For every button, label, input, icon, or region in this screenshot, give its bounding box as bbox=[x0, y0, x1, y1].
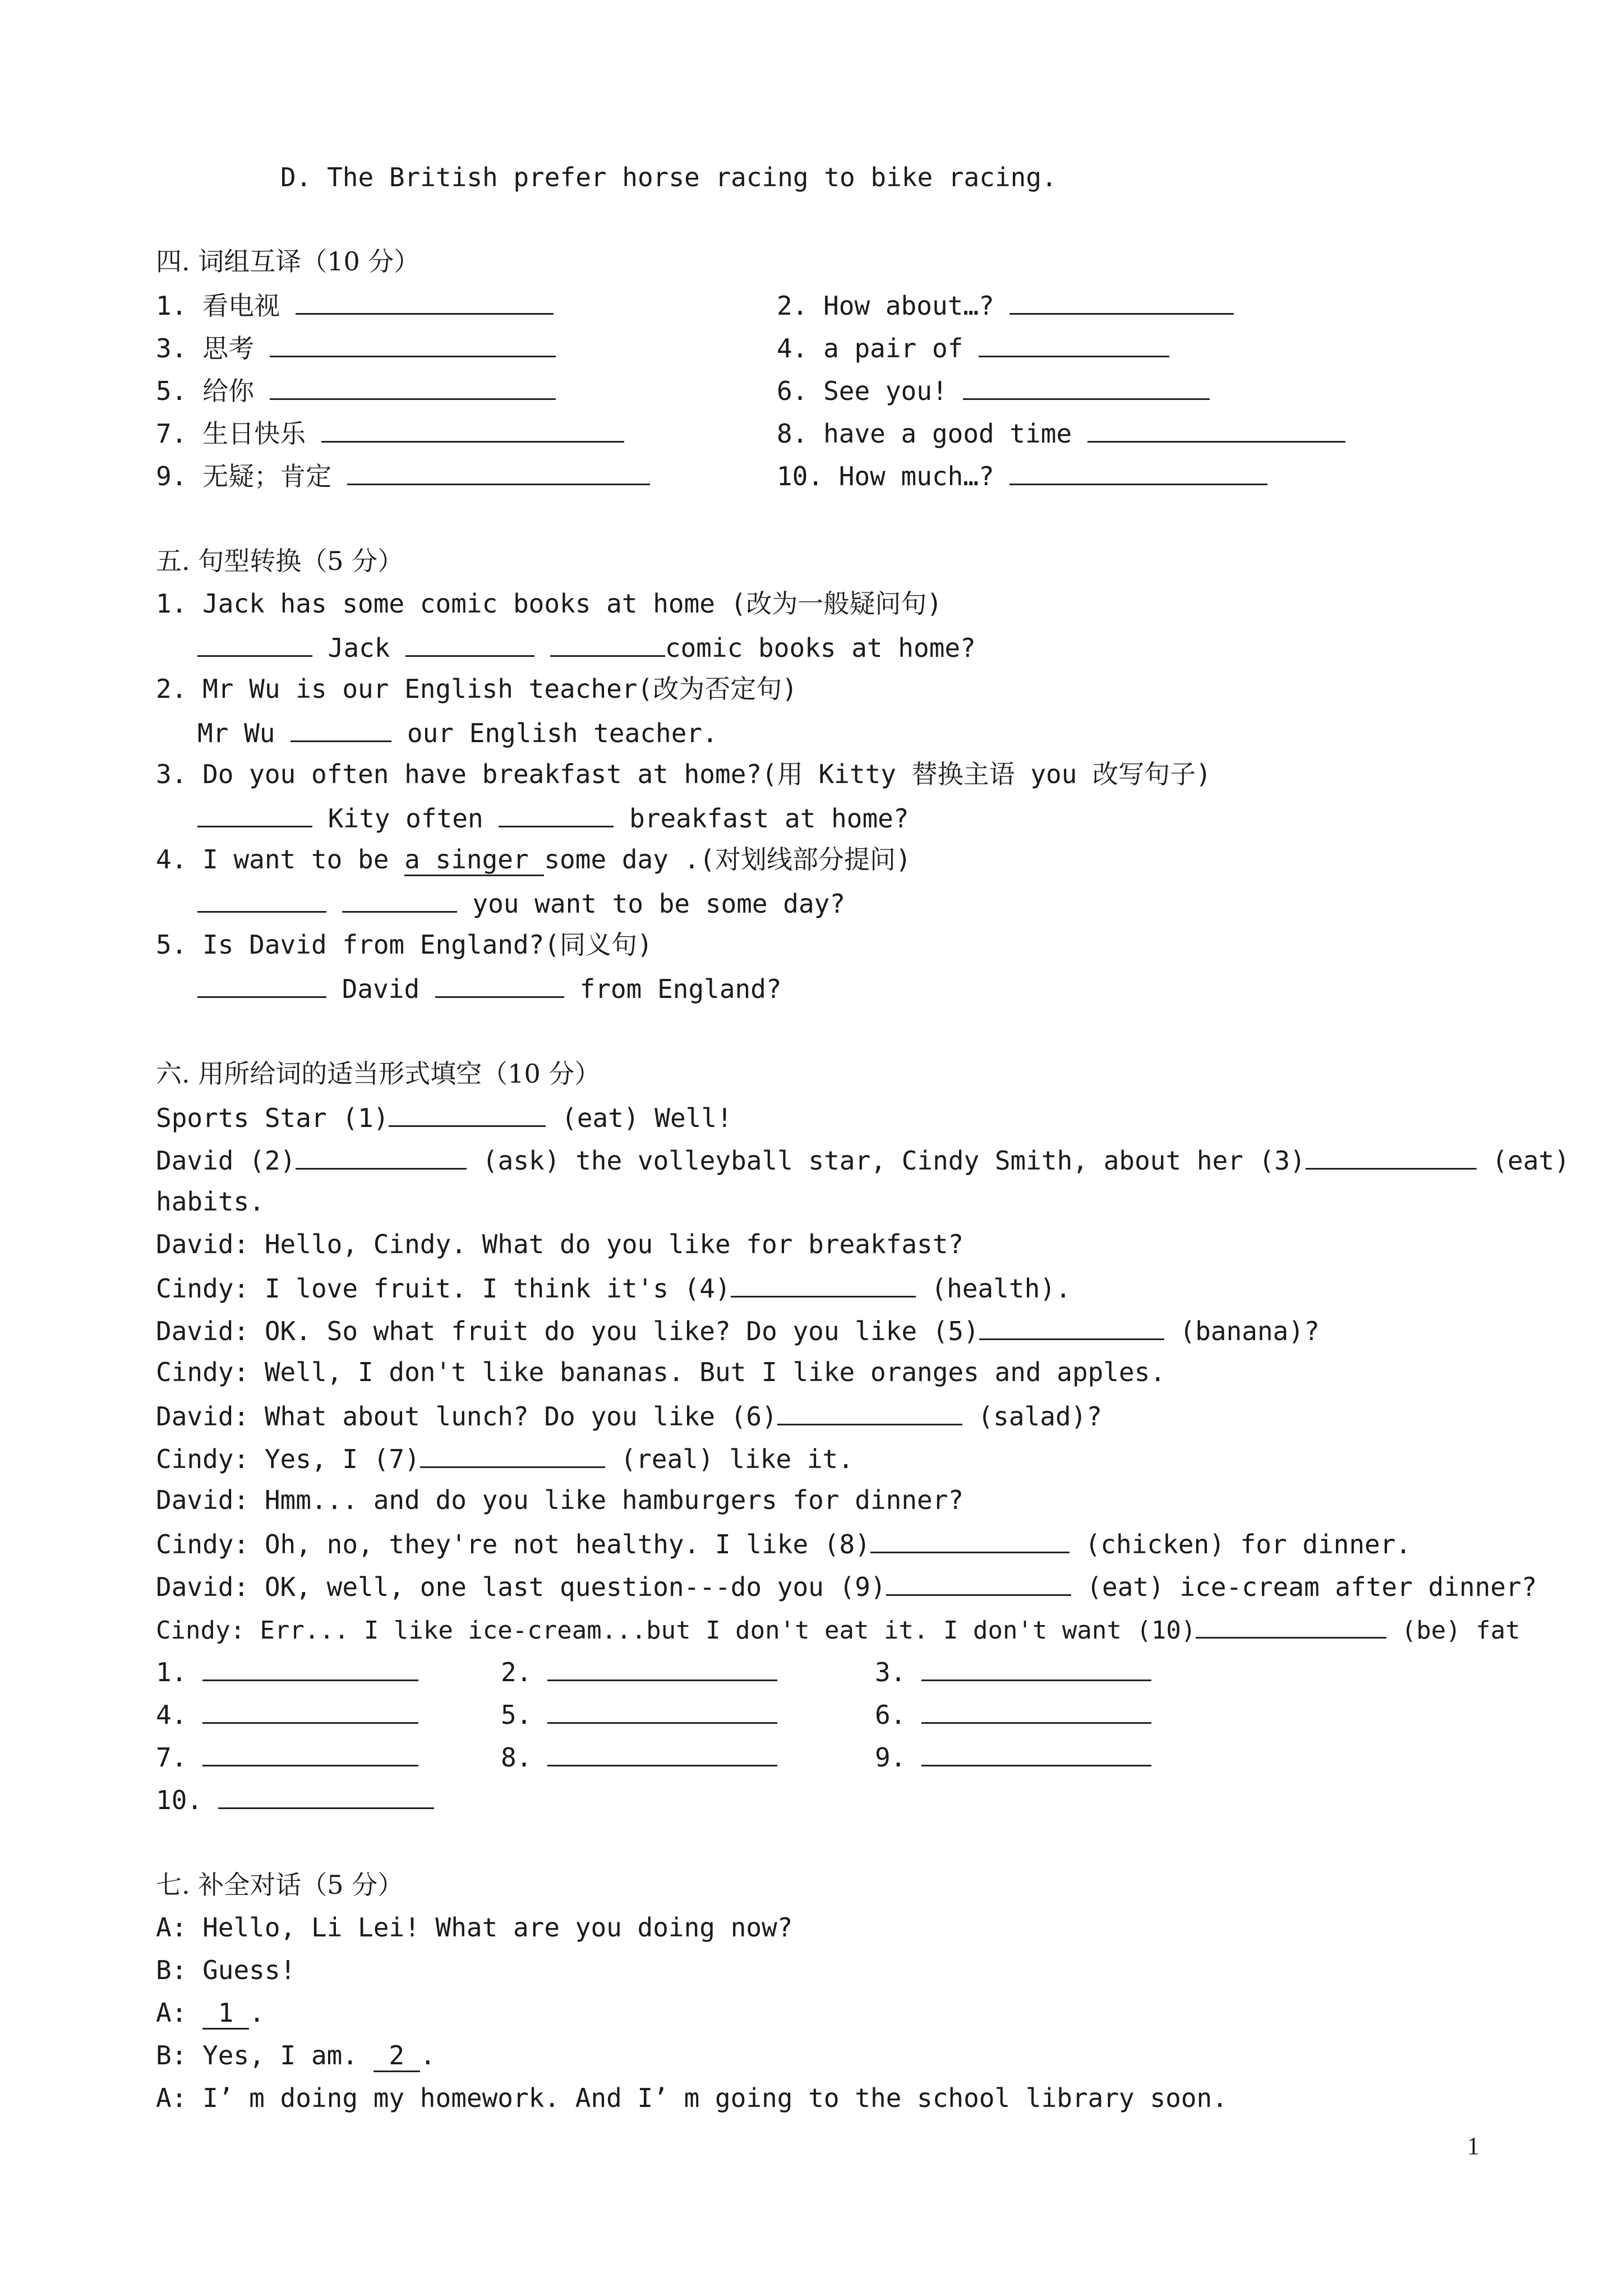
answer-line-1: Jack comic books at home? bbox=[197, 631, 976, 664]
answer-blank[interactable] bbox=[218, 1783, 434, 1809]
answer-slot: 3. bbox=[875, 1655, 1151, 1688]
dialogue-line: B: Guess! bbox=[156, 1955, 296, 1985]
answer-blank[interactable] bbox=[870, 1527, 1069, 1553]
answer-blank[interactable] bbox=[347, 459, 650, 485]
answer-slot: 6. bbox=[875, 1697, 1151, 1731]
answer-slot: 7. bbox=[156, 1740, 418, 1773]
answer-blank[interactable] bbox=[202, 1655, 418, 1681]
question-1: 1. Jack has some comic books at home (改为一般疑问句) bbox=[156, 588, 943, 619]
dialogue-line: A: I’ m doing my homework. And I’ m going to the school library soon. bbox=[156, 2083, 1228, 2113]
option-d: D. The British prefer horse racing to bike racing. bbox=[280, 162, 1057, 192]
answer-blank[interactable] bbox=[197, 886, 326, 913]
phrase-item: 3. 思考 bbox=[156, 331, 556, 364]
numbered-blank[interactable]: 1 bbox=[202, 1998, 249, 2030]
answer-slot: 2. bbox=[501, 1655, 777, 1688]
answer-blank[interactable] bbox=[1009, 288, 1234, 315]
dialogue-line: A: 1 . bbox=[156, 1997, 265, 2028]
section6-title: 六. 用所给词的适当形式填空（10 分） bbox=[156, 1059, 601, 1089]
passage-line: David: Hmm... and do you like hamburgers for dinner? bbox=[156, 1485, 964, 1515]
answer-blank[interactable] bbox=[296, 288, 554, 315]
dialogue-line: B: Yes, I am. 2 . bbox=[156, 2040, 436, 2071]
numbered-blank[interactable]: 2 bbox=[374, 2040, 420, 2072]
dialogue-line: A: Hello, Li Lei! What are you doing now? bbox=[156, 1912, 793, 1943]
passage-line: David: Hello, Cindy. What do you like for breakfast? bbox=[156, 1229, 964, 1259]
answer-blank[interactable] bbox=[550, 631, 665, 657]
phrase-item: 4. a pair of bbox=[777, 331, 1169, 364]
answer-blank[interactable] bbox=[197, 972, 326, 998]
answer-blank[interactable] bbox=[1087, 416, 1345, 443]
passage-line: Cindy: Err... I like ice-cream...but I don't eat it. I don't want (10) (be) fat bbox=[156, 1612, 1520, 1646]
passage-line: habits. bbox=[156, 1186, 265, 1217]
answer-line-2: Mr Wu our English teacher. bbox=[197, 716, 718, 749]
answer-blank[interactable] bbox=[202, 1697, 418, 1724]
question-4: 4. I want to be a singer some day .(对划线部分提问) bbox=[156, 844, 911, 875]
answer-blank[interactable] bbox=[979, 1314, 1164, 1340]
answer-blank[interactable] bbox=[291, 716, 391, 742]
answer-blank[interactable] bbox=[963, 374, 1210, 400]
answer-line-4: you want to be some day? bbox=[197, 886, 845, 919]
question-5: 5. Is David from England?(同义句) bbox=[156, 930, 653, 960]
phrase-item: 5. 给你 bbox=[156, 374, 556, 407]
passage-line: Cindy: Oh, no, they're not healthy. I like (8) (chicken) for dinner. bbox=[156, 1527, 1411, 1560]
answer-blank[interactable] bbox=[1009, 459, 1267, 485]
answer-slot: 5. bbox=[501, 1697, 777, 1731]
answer-blank[interactable] bbox=[547, 1740, 777, 1766]
phrase-item: 10. How much…? bbox=[777, 459, 1267, 492]
answer-slot: 10. bbox=[156, 1783, 434, 1816]
passage-line: David: What about lunch? Do you like (6) (salad)? bbox=[156, 1399, 1102, 1432]
answer-blank[interactable] bbox=[420, 1442, 605, 1468]
answer-blank[interactable] bbox=[270, 374, 556, 400]
answer-line-3: Kity often breakfast at home? bbox=[197, 801, 909, 834]
page-number: 1 bbox=[1467, 2132, 1479, 2160]
section4-title: 四. 词组互译（10 分） bbox=[156, 246, 420, 277]
answer-slot: 1. bbox=[156, 1655, 418, 1688]
answer-blank[interactable] bbox=[921, 1655, 1151, 1681]
answer-slot: 8. bbox=[501, 1740, 777, 1773]
answer-blank[interactable] bbox=[342, 886, 457, 913]
phrase-item: 7. 生日快乐 bbox=[156, 416, 624, 449]
answer-blank[interactable] bbox=[499, 801, 614, 827]
answer-blank[interactable] bbox=[296, 1143, 467, 1170]
answer-blank[interactable] bbox=[547, 1655, 777, 1681]
passage-line: David: OK, well, one last question---do you (9) (eat) ice-cream after dinner? bbox=[156, 1570, 1537, 1603]
answer-blank[interactable] bbox=[435, 972, 564, 998]
question-3: 3. Do you often have breakfast at home?(用 Kitty 替换主语 you 改写句子) bbox=[156, 759, 1211, 789]
passage-line: David (2) (ask) the volleyball star, Cindy Smith, about her (3) (eat) bbox=[156, 1143, 1570, 1176]
phrase-item: 6. See you! bbox=[777, 374, 1210, 407]
phrase-item: 1. 看电视 bbox=[156, 288, 554, 321]
answer-blank[interactable] bbox=[202, 1740, 418, 1766]
answer-blank[interactable] bbox=[777, 1399, 962, 1425]
passage-line: Sports Star (1) (eat) Well! bbox=[156, 1101, 732, 1134]
passage-line: Cindy: I love fruit. I think it's (4) (health). bbox=[156, 1271, 1071, 1304]
underlined-phrase: a singer bbox=[404, 844, 544, 876]
answer-blank[interactable] bbox=[1306, 1143, 1477, 1170]
answer-blank[interactable] bbox=[921, 1697, 1151, 1724]
phrase-item: 9. 无疑；肯定 bbox=[156, 459, 650, 492]
answer-blank[interactable] bbox=[731, 1271, 916, 1297]
answer-slot: 4. bbox=[156, 1697, 418, 1731]
section7-title: 七. 补全对话（5 分） bbox=[156, 1870, 404, 1900]
question-2: 2. Mr Wu is our English teacher(改为否定句) bbox=[156, 674, 797, 704]
answer-blank[interactable] bbox=[405, 631, 534, 657]
answer-blank[interactable] bbox=[547, 1697, 777, 1724]
answer-blank[interactable] bbox=[979, 331, 1169, 357]
section5-title: 五. 句型转换（5 分） bbox=[156, 546, 404, 576]
answer-blank[interactable] bbox=[921, 1740, 1151, 1766]
answer-slot: 9. bbox=[875, 1740, 1151, 1773]
answer-blank[interactable] bbox=[886, 1570, 1071, 1596]
answer-blank[interactable] bbox=[321, 416, 624, 443]
phrase-item: 2. How about…? bbox=[777, 288, 1234, 321]
answer-line-5: David from England? bbox=[197, 972, 782, 1005]
passage-line: Cindy: Yes, I (7) (real) like it. bbox=[156, 1442, 854, 1475]
answer-blank[interactable] bbox=[270, 331, 556, 357]
phrase-item: 8. have a good time bbox=[777, 416, 1345, 449]
answer-blank[interactable] bbox=[389, 1101, 546, 1127]
answer-blank[interactable] bbox=[197, 801, 312, 827]
answer-blank[interactable] bbox=[1196, 1612, 1386, 1639]
passage-line: David: OK. So what fruit do you like? Do you like (5) (banana)? bbox=[156, 1314, 1320, 1347]
passage-line: Cindy: Well, I don't like bananas. But I like oranges and apples. bbox=[156, 1357, 1166, 1387]
answer-blank[interactable] bbox=[197, 631, 312, 657]
